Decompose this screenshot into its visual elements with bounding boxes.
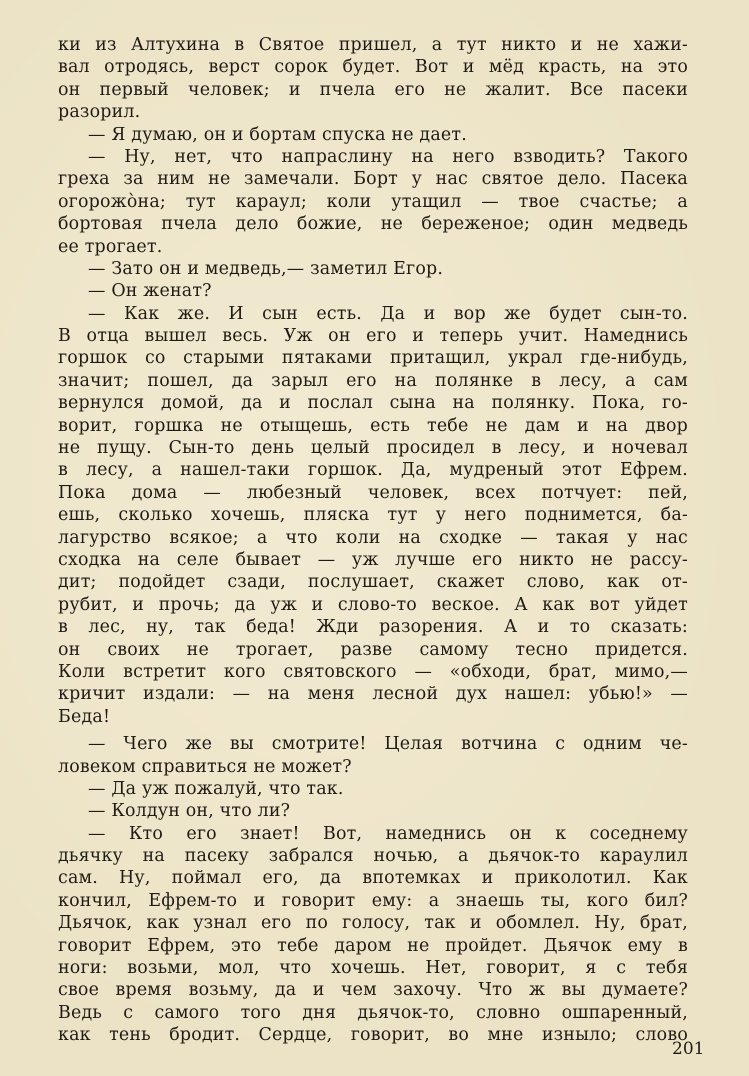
text-line: — Кто его знает! Вот, намеднись он к соседнему [88, 823, 688, 844]
text-line: ешь, сколько хочешь, пляска тут у него поднимется, ба- [58, 505, 688, 526]
text-line: сходка на селе бывает — уж лучше его никто не рассу- [58, 549, 688, 570]
text-line: лагурство всякое; а что коли на сходке — такая у нас [58, 527, 688, 548]
text-line: вернулся домой, да и послал сына на полянку. Пока, го- [58, 393, 688, 414]
text-line: разорил. [58, 102, 141, 123]
text-line: огорожòна; тут караул; коли утащил — твое счастье; а [58, 191, 688, 212]
text-line: ее трогает. [58, 236, 163, 257]
text-line: говорит Ефрем, это тебе даром не пройдет. Дьячок ему в [58, 935, 688, 956]
text-line: ловеком справиться не может? [58, 756, 352, 777]
text-line: свое время возьму, да и чем захочу. Что ж вы думаете? [58, 980, 688, 1001]
text-line: Ведь с самого того дня дьячок-то, словно ошпаренный, [58, 1002, 688, 1023]
text-line: — Зато он и медведь,— заметил Егор. [88, 258, 444, 279]
text-line: в лесу, а нашел-таки горшок. Да, мудреный этот Ефрем. [58, 460, 688, 481]
text-line: горшок со старыми пятаками притащил, украл где-нибудь, [58, 348, 688, 369]
text-line: рубит, и прочь; да уж и слово-то веское. А как вот уйдет [58, 594, 688, 615]
text-line: он своих не трогает, разве самому тесно придется. [58, 639, 688, 660]
text-line: ки из Алтухина в Святое пришел, а тут никто и не хажи- [58, 35, 688, 55]
text-line: он первый человек; и пчела его не жалит. Все пасеки [58, 79, 688, 100]
text-line: — Колдун он, что ли? [88, 801, 291, 822]
text-line: греха за ним не замечали. Борт у нас святое дело. Пасека [58, 169, 688, 190]
text-line: как тень бродит. Сердце, говорит, во мне изныло; слово [58, 1025, 688, 1046]
text-line: ворит, горшка не отыщешь, есть тебе не дам и на двор [58, 415, 688, 436]
text-line: дит; подойдет сзади, послушает, скажет слово, как от- [58, 572, 688, 593]
text-line: Беда! [58, 706, 111, 727]
text-line: Дьячок, как узнал его по голосу, так и обомлел. Ну, брат, [58, 913, 688, 934]
text-line: значит; пошел, да зарыл его на полянке в лесу, а сам [58, 370, 688, 391]
text-line: вал отродясь, верст сорок будет. Вот и мёд красть, на это [58, 57, 688, 78]
text-line: сам. Ну, поймал его, да впотемках и приколотил. Как [58, 868, 688, 889]
text-line: в лес, ну, так беда! Жди разорения. А и то сказать: [58, 617, 688, 638]
text-line: — Он женат? [88, 281, 212, 302]
text-line: Пока дома — любезный человек, всех потчует: пей, [58, 482, 688, 503]
text-line: — Чего же вы смотрите! Целая вотчина с одним че- [88, 734, 688, 755]
body-text [58, 34, 688, 1047]
text-line: кончил, Ефрем-то и говорит ему: а знаешь ты, кого бил? [58, 890, 688, 911]
text-line: В отца вышел весь. Уж он его и теперь учит. Намеднись [58, 326, 688, 347]
text-line: — Как же. И сын есть. Да и вор же будет сын-то. [88, 303, 688, 324]
text-line: кричит издали: — на меня лесной дух нашел: убью!» — [58, 684, 688, 705]
page-number: 201 [672, 1039, 705, 1059]
text-line: дьячку на пасеку забрался ночью, а дьячок-то караулил [58, 846, 688, 867]
text-line: — Да уж пожалуй, что так. [88, 778, 344, 799]
text-line: ноги: возьми, мол, что хочешь. Нет, говорит, я с тебя [58, 958, 688, 979]
text-line: — Ну, нет, что напраслину на него взводить? Такого [88, 146, 688, 167]
text-line: бортовая пчела дело божие, не береженое; один медведь [58, 214, 688, 235]
text-line: — Я думаю, он и бортам спуска не дает. [88, 124, 467, 145]
text-line: Коли встретит кого святовского — «обходи, брат, мимо,— [58, 661, 688, 682]
text-line: не пущу. Сын-то день целый просидел в лесу, и ночевал [58, 438, 688, 459]
